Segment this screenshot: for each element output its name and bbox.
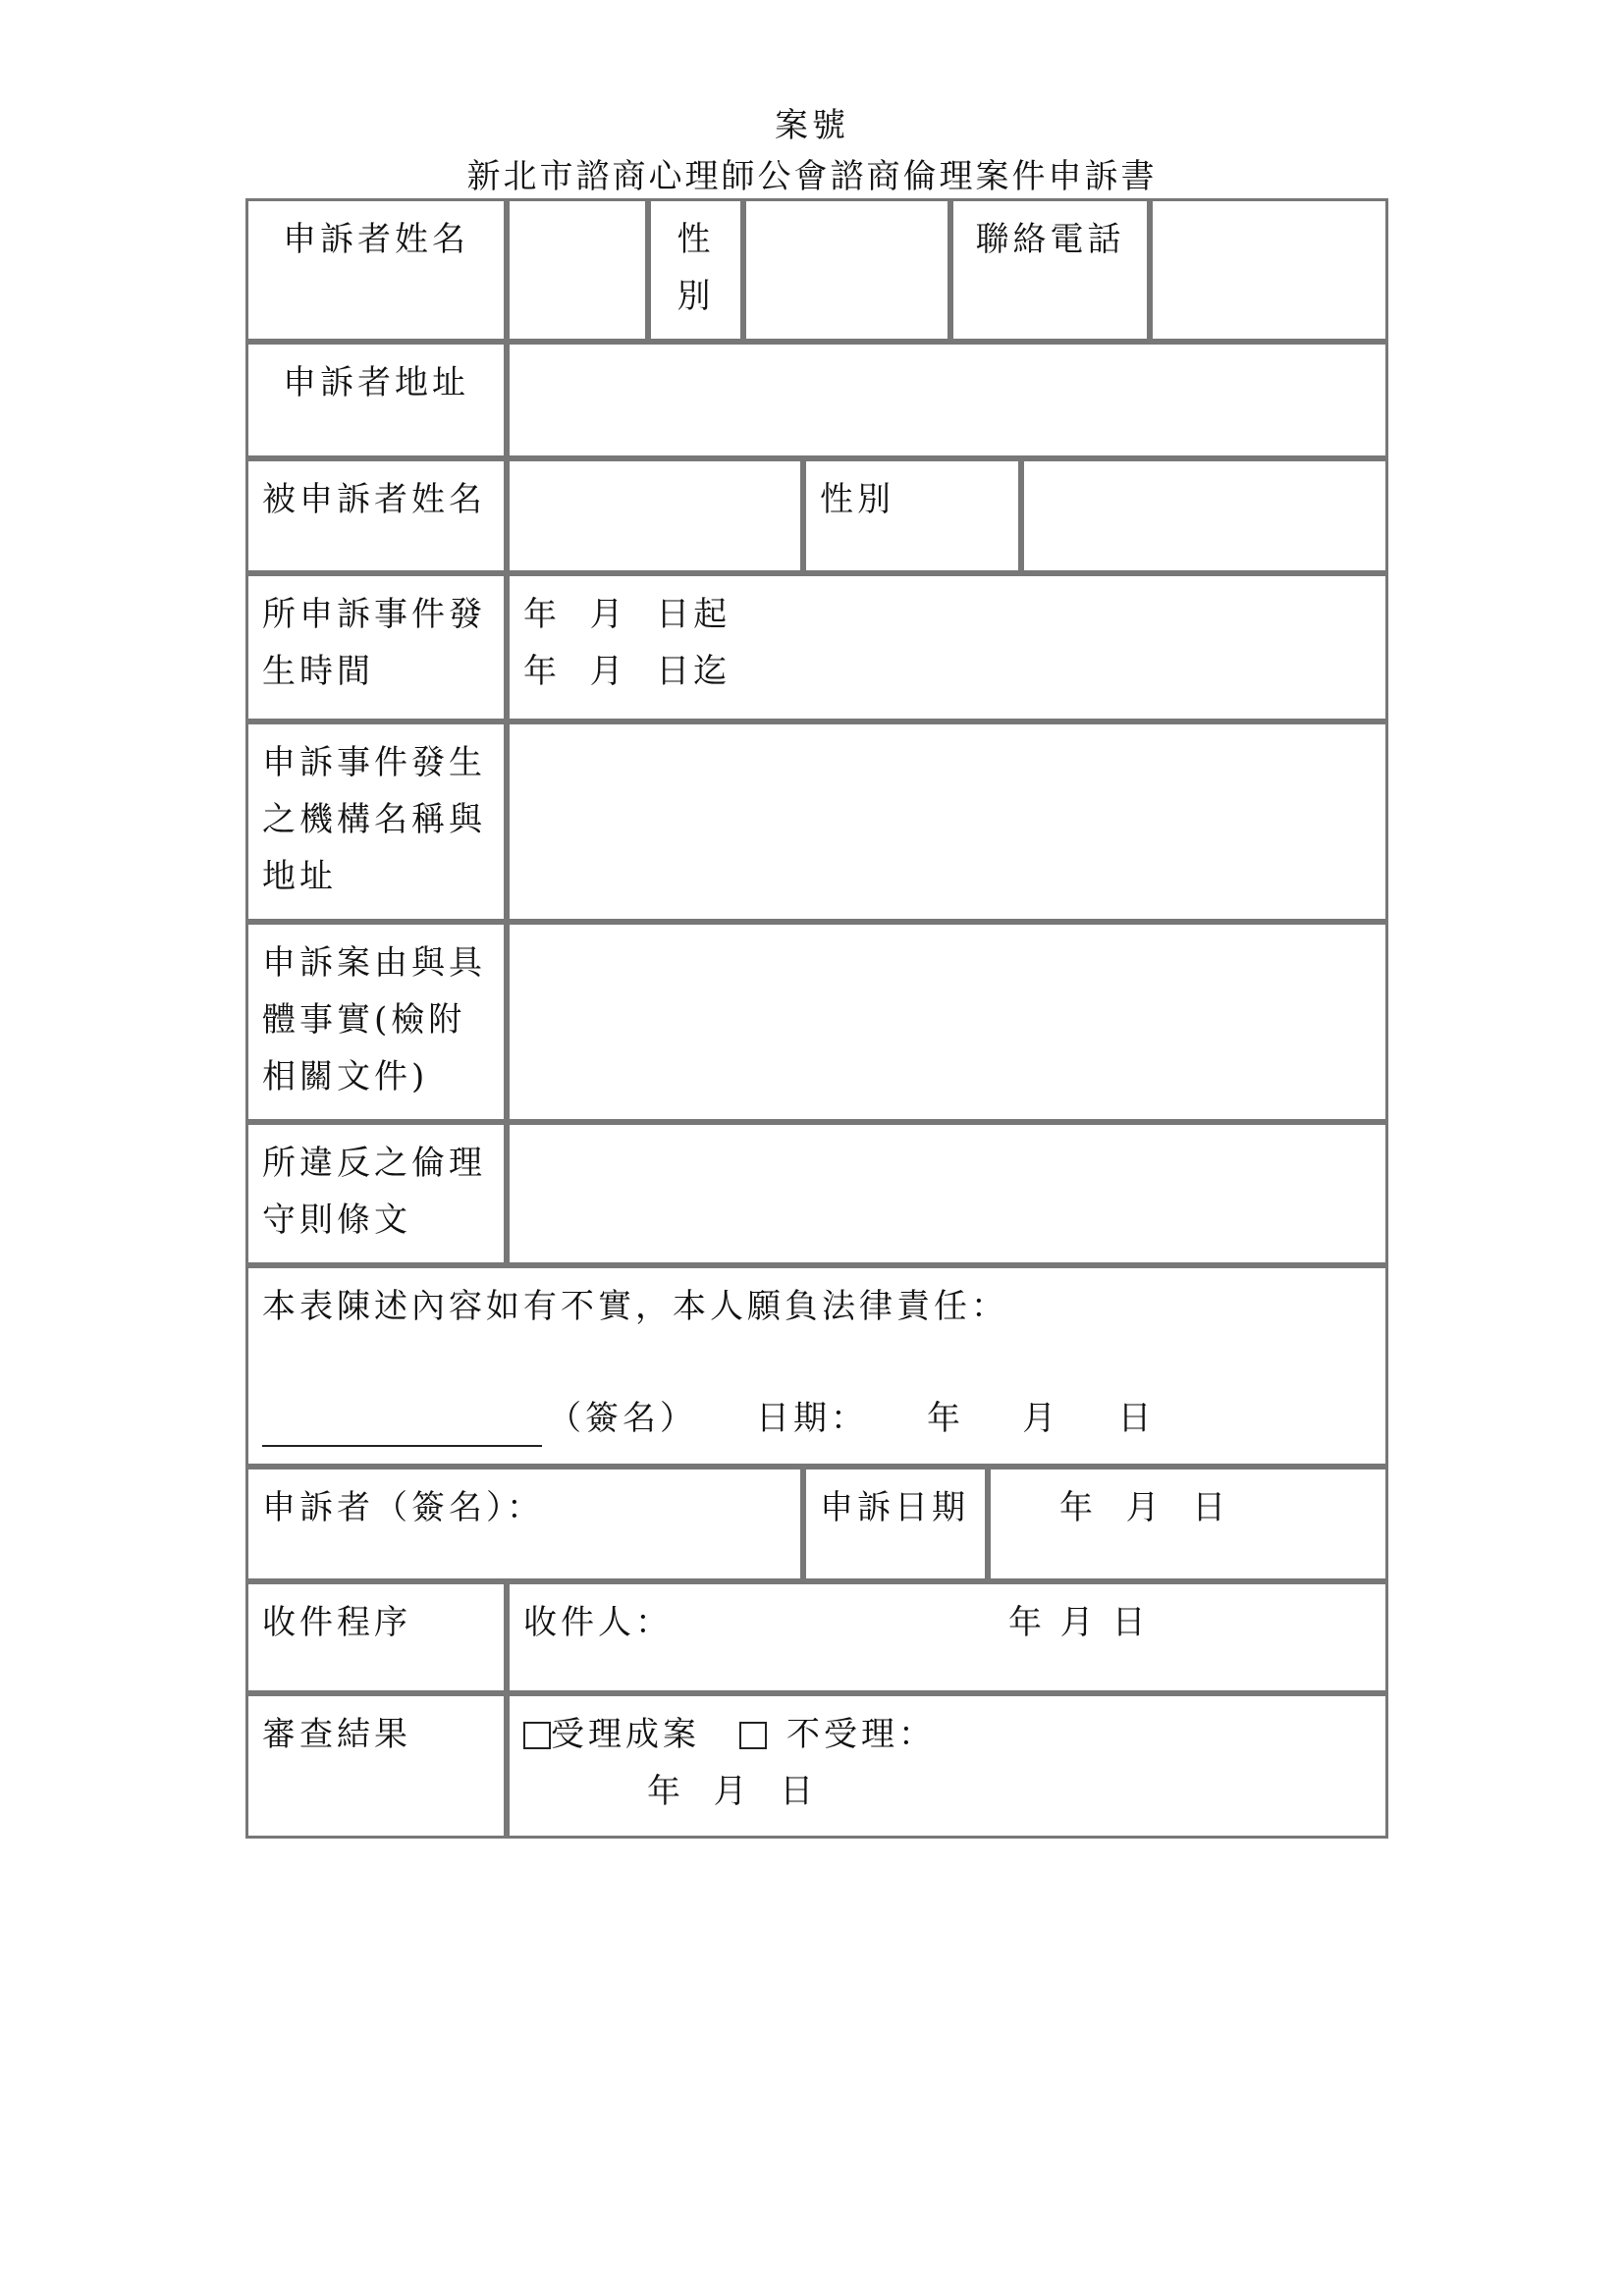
gender-field[interactable]: [743, 198, 950, 342]
respondent-gender-field[interactable]: [1021, 458, 1388, 573]
complainant-name-field[interactable]: [507, 198, 648, 342]
receiver-label: 收件人：: [523, 1603, 673, 1642]
declaration-text: 本表陳述內容如有不實，本人願負法律責任：: [262, 1287, 1008, 1326]
event-time-from: 年 月 日起: [523, 595, 731, 634]
complainant-name-label-cell: [245, 198, 507, 342]
complainant-sign-label: 申訴者（簽名）：: [262, 1488, 544, 1527]
not-accepted-label: 不受理：: [786, 1715, 936, 1754]
complainant-address-label: 申訴者地址: [283, 363, 469, 402]
event-time-field[interactable]: [507, 573, 1388, 721]
institution-label-line1: 申訴事件發生: [262, 743, 486, 782]
reason-label-line2: 體事實(檢附: [262, 1000, 466, 1040]
gender-label-line2: 別: [677, 277, 715, 316]
violated-code-label-line2: 守則條文: [262, 1201, 411, 1240]
receipt-label-cell: [245, 1581, 507, 1693]
complaint-date-label: 申訴日期: [820, 1488, 969, 1527]
gender-label-line1: 性: [677, 220, 715, 259]
respondent-name-label-cell: [245, 458, 507, 573]
event-time-label-line1: 所申訴事件發: [262, 595, 486, 634]
complainant-sign-cell[interactable]: [245, 1467, 803, 1581]
event-time-to: 年 月 日迄: [523, 652, 731, 691]
accepted-checkbox[interactable]: [523, 1722, 551, 1749]
receipt-field: [507, 1581, 1388, 1693]
institution-field[interactable]: [507, 721, 1388, 922]
phone-label-cell: [950, 198, 1150, 342]
complaint-date-value: 年 月 日: [1059, 1488, 1230, 1527]
review-date: 年 月 日: [647, 1772, 818, 1811]
declaration-cell: [245, 1265, 1388, 1467]
gender-label-cell: [648, 198, 743, 342]
institution-label-cell: [245, 721, 507, 922]
page-title: 新北市諮商心理師公會諮商倫理案件申訴書: [466, 157, 1158, 196]
receipt-label: 收件程序: [262, 1603, 411, 1642]
violated-code-field[interactable]: [507, 1122, 1388, 1265]
reason-label-cell: [245, 922, 507, 1122]
reason-label-line3: 相關文件): [262, 1057, 429, 1096]
signature-line[interactable]: [262, 1410, 542, 1447]
phone-field[interactable]: [1150, 198, 1388, 342]
complaint-date-label-cell: [803, 1467, 988, 1581]
complaint-date-field[interactable]: [988, 1467, 1388, 1581]
respondent-gender-label-cell: [803, 458, 1021, 573]
review-result-field: [507, 1693, 1388, 1839]
complainant-address-field[interactable]: [507, 342, 1388, 458]
accepted-label: 受理成案: [551, 1715, 700, 1754]
case-number-label: 案號: [775, 106, 849, 145]
date-label: 日期：: [756, 1399, 868, 1438]
receipt-date: 年 月 日: [1008, 1603, 1150, 1642]
violated-code-label-line1: 所違反之倫理: [262, 1144, 486, 1183]
violated-code-label-cell: [245, 1122, 507, 1265]
reason-label-line1: 申訴案由與具: [262, 943, 486, 983]
complainant-address-label-cell: [245, 342, 507, 458]
review-label: 審查結果: [262, 1715, 411, 1754]
respondent-name-field[interactable]: [507, 458, 803, 573]
respondent-gender-label: 性別: [820, 480, 894, 519]
reason-field[interactable]: [507, 922, 1388, 1122]
phone-label: 聯絡電話: [975, 220, 1125, 259]
sign-label: （簽名）: [548, 1399, 697, 1438]
complainant-name-label: 申訴者姓名: [283, 220, 469, 259]
event-time-label-line2: 生時間: [262, 652, 374, 691]
institution-label-line2: 之機構名稱與: [262, 800, 486, 839]
review-label-cell: [245, 1693, 507, 1839]
institution-label-line3: 地址: [262, 857, 337, 896]
respondent-name-label: 被申訴者姓名: [262, 480, 486, 519]
event-time-label-cell: [245, 573, 507, 721]
date-value: 年 月 日: [927, 1399, 1156, 1438]
not-accepted-checkbox[interactable]: [739, 1722, 767, 1749]
